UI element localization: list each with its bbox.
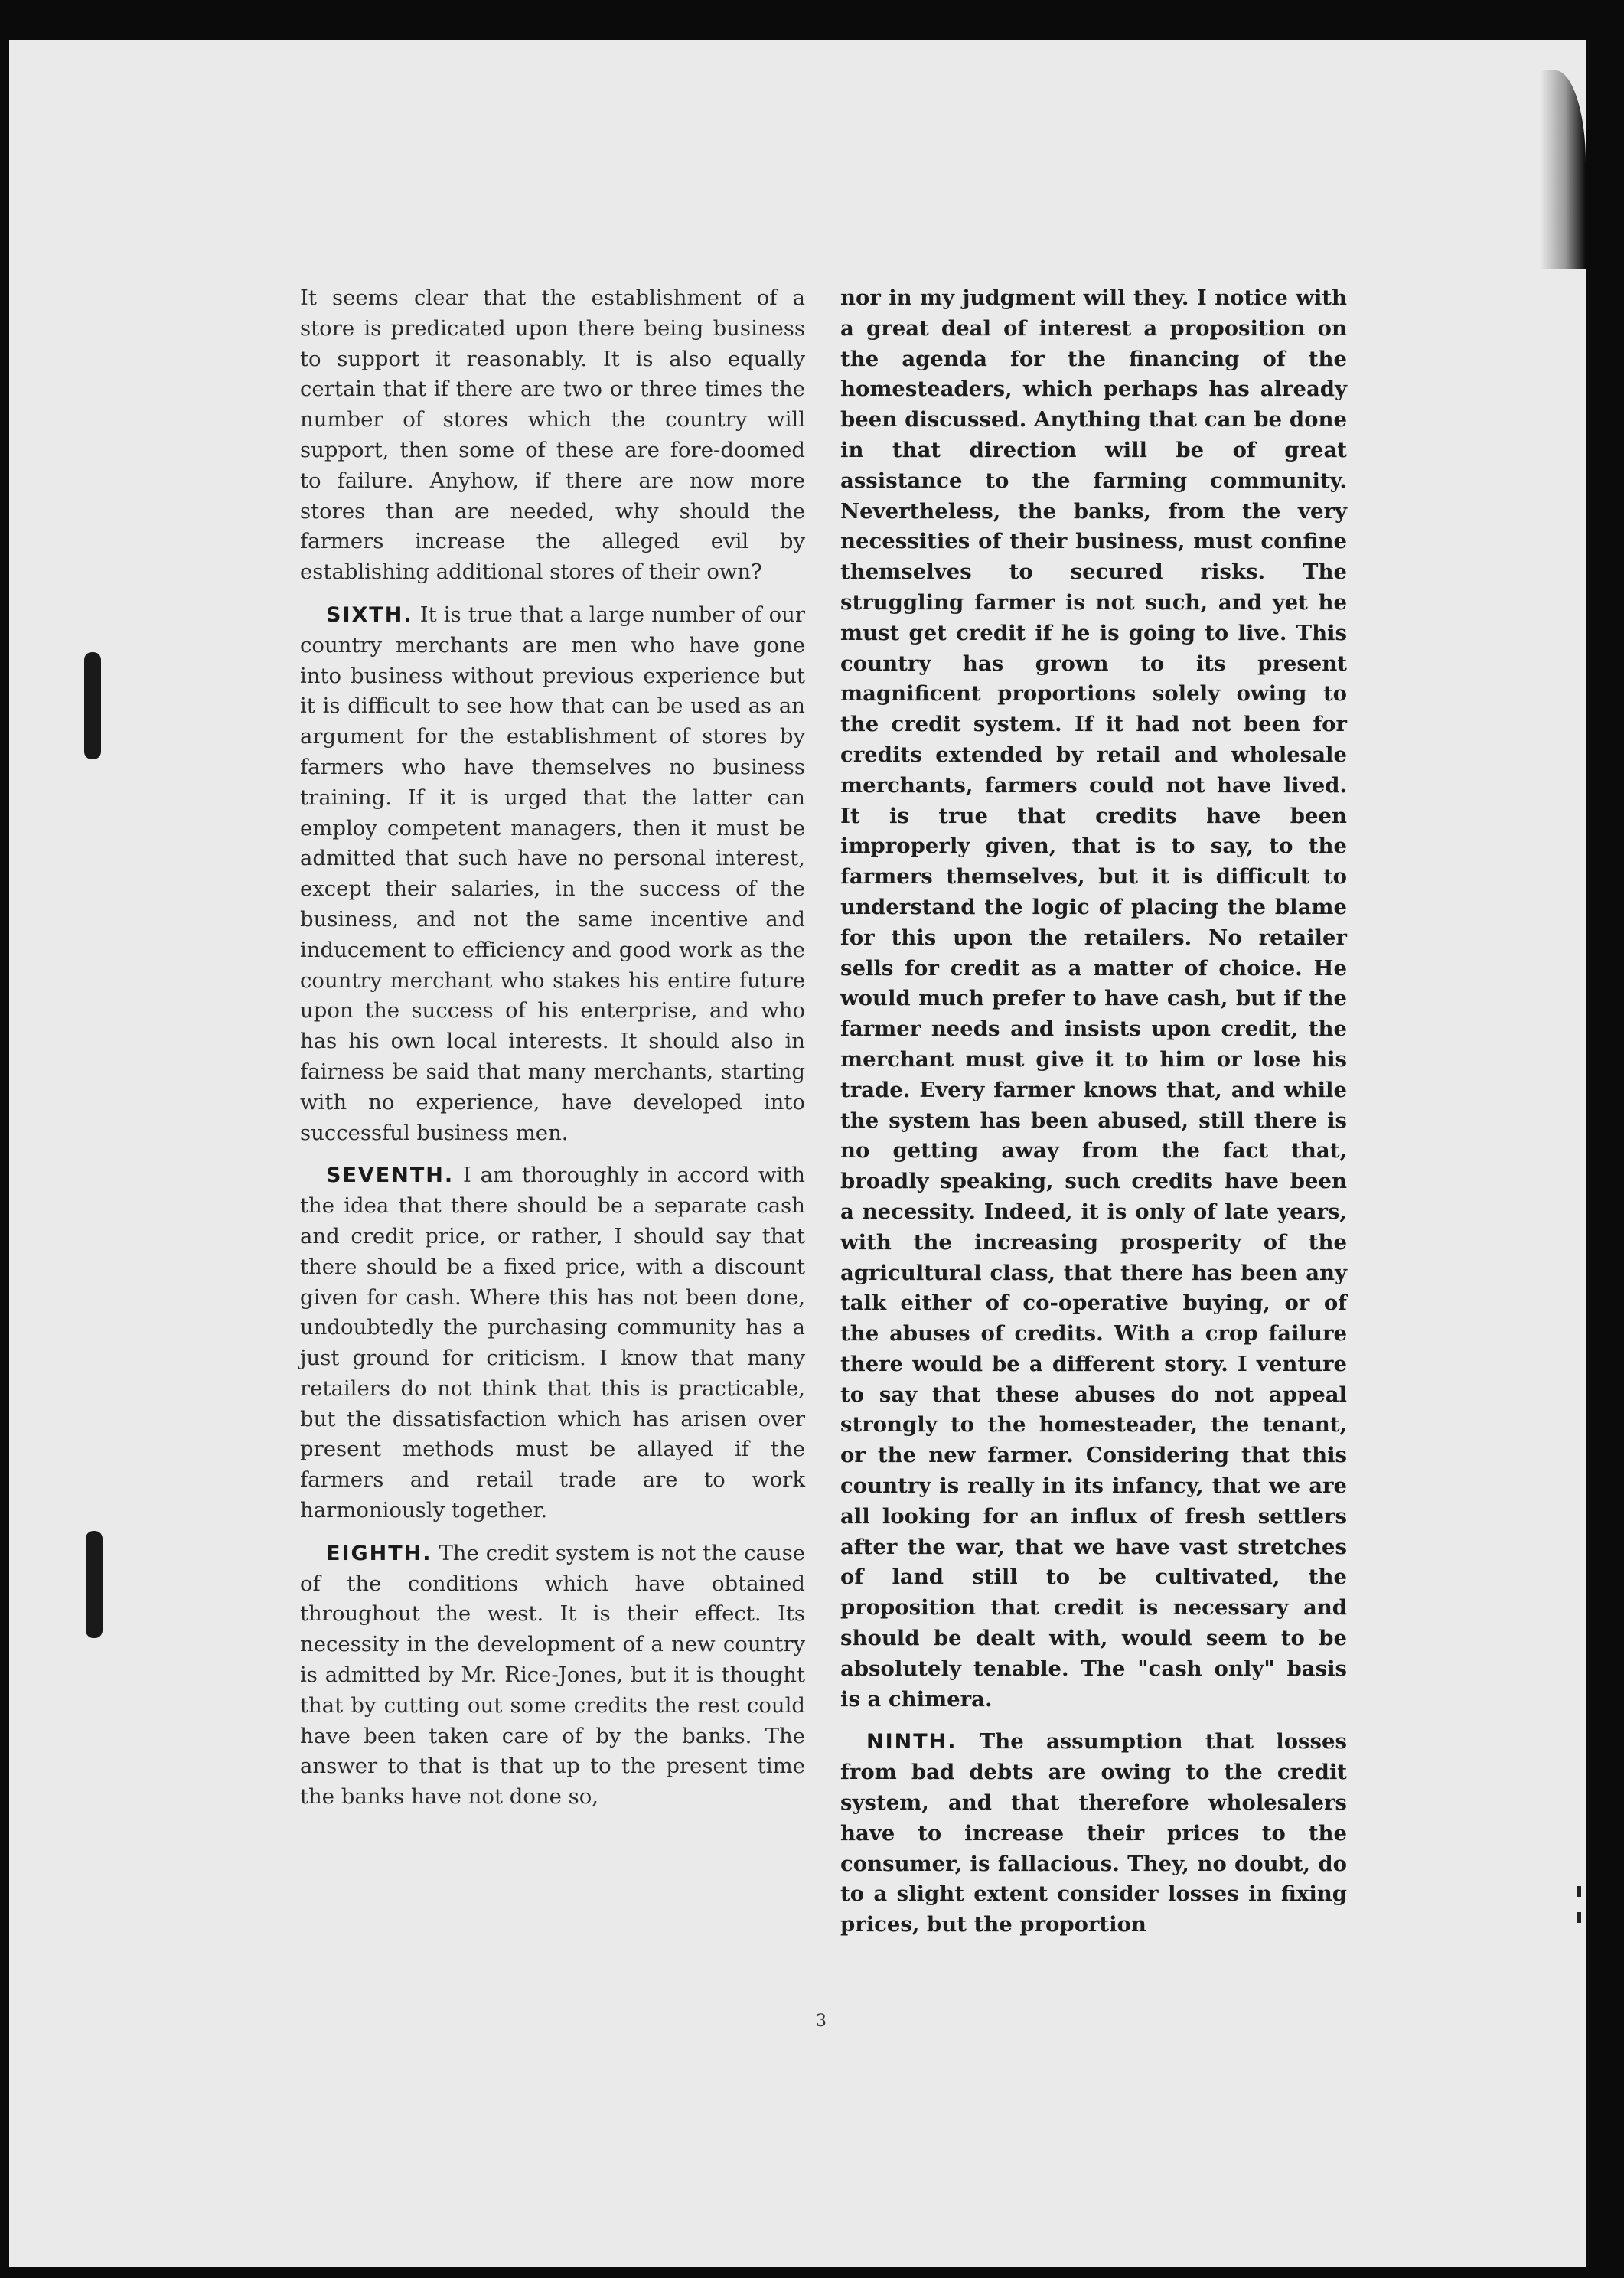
- paragraph-intro: [300, 283, 805, 588]
- document-page: [9, 40, 1586, 2267]
- page-number: 3: [816, 2012, 827, 2031]
- paragraph-seventh: [300, 1160, 805, 1526]
- right-text-column: [840, 283, 1347, 1953]
- paragraph-text: I am thoroughly in accord with the idea that there should be a separate cash and credit price, or rather, I should say that there should be a fixed price, with a discount given for cash. Where this has not been done, undoubtedly the purchasing community has a just ground for criticism. I know that many retailers do not think that this is practicable, but the dissatisfaction which has arisen over present methods must be allayed if the farmers and retail trade are to work harmoniously together.: [300, 1163, 805, 1523]
- paragraph-text: nor in my judgment will they. I notice with a great deal of interest a proposition on the agenda for the financing of the homesteaders, which perhaps has already been discussed. Anything that can be done in that direction will be of great assistance to the farming community. Nevertheless, the banks, from the very necessities of their business, must confine themselves to secured risks. The struggling farmer is not such, and yet he must get credit if he is going to live. This country has grown to its present magnificent proportions solely owing to the credit system. If it had not been for credits extended by retail and wholesale merchants, farmers could not have lived. It is true that credits have been improperly given, that is to say, to the farmers themselves, but it is difficult to understand the logic of placing the blame for this upon the retailers. No retailer sells for credit as a matter of choice. He would much prefer to have cash, but if the farmer needs and insists upon credit, the merchant must give it to him or lose his trade. Every farmer knows that, and while the system has been abused, still there is no getting away from the fact that, broadly speaking, such credits have been a necessity. Indeed, it is only of late years, with the increasing prosperity of the agricultural class, that there has been any talk either of co-operative buying, or of the abuses of credits. With a crop failure there would be a different story. I venture to say that these abuses do not appeal strongly to the homesteader, the tenant, or the new farmer. Considering that this country is really in its infancy, that we are all looking for an influx of fresh settlers after the war, that we have vast stretches of land still to be cultivated, the proposition that credit is necessary and should be dealt with, would seem to be absolutely tenable. The "cash only" basis is a chimera.: [840, 286, 1347, 1712]
- paragraph-text: It seems clear that the establishment of a store is predicated upon there being business to support it reasonably. It is also equally certain that if there are two or three times the number of stores which the country will support, then some of these are fore-doomed to failure. Anyhow, if there are now more stores than are needed, why should the farmers increase the alleged evil by establishing additional stores of their own?: [300, 286, 805, 585]
- paragraph-continued: [840, 283, 1347, 1715]
- left-text-column: [300, 283, 805, 1825]
- binding-hole-mark-top: [84, 652, 101, 759]
- section-heading: SIXTH.: [326, 602, 413, 627]
- paragraph-sixth: [300, 600, 805, 1148]
- paragraph-text: It is true that a large number of our country merchants are men who have gone into business without previous experience but it is difficult to see how that can be used as an argument for the establishment of stores by farmers who have themselves no business training. If it is urged that the latter can employ competent managers, then it must be admitted that such have no personal interest, except their salaries, in the success of the business, and not the same incentive and inducement to efficiency and good work as the country merchant who stakes his entire future upon the success of his enterprise, and who has his own local interests. It should also in fairness be said that many merchants, starting with no experience, have developed into successful business men.: [300, 602, 805, 1145]
- paragraph-eighth: [300, 1539, 805, 1813]
- paragraph-text: The credit system is not the cause of the conditions which have obtained throughout the west. It is their effect. Its necessity in the development of a new country is admitted by Mr. Rice-Jones, but it is thought that by cutting out some credits the rest could have been taken care of by the banks. The answer to that is that up to the present time the banks have not done so,: [300, 1540, 805, 1810]
- paragraph-ninth: [840, 1727, 1347, 1940]
- paragraph-text: The assumption that losses from bad debts are owing to the credit system, and that therefore wholesalers have to increase their prices to the consumer, is fallacious. They, no doubt, do to a slight extent consider losses in fixing prices, but the proportion: [840, 1729, 1347, 1937]
- page-curl-edge: [1540, 70, 1586, 269]
- edge-tick-mark: [1577, 1886, 1581, 1897]
- section-heading: NINTH.: [866, 1730, 957, 1754]
- binding-hole-mark-bottom: [86, 1531, 103, 1638]
- section-heading: EIGHTH.: [326, 1541, 432, 1565]
- section-heading: SEVENTH.: [326, 1163, 455, 1188]
- edge-tick-mark: [1577, 1912, 1581, 1923]
